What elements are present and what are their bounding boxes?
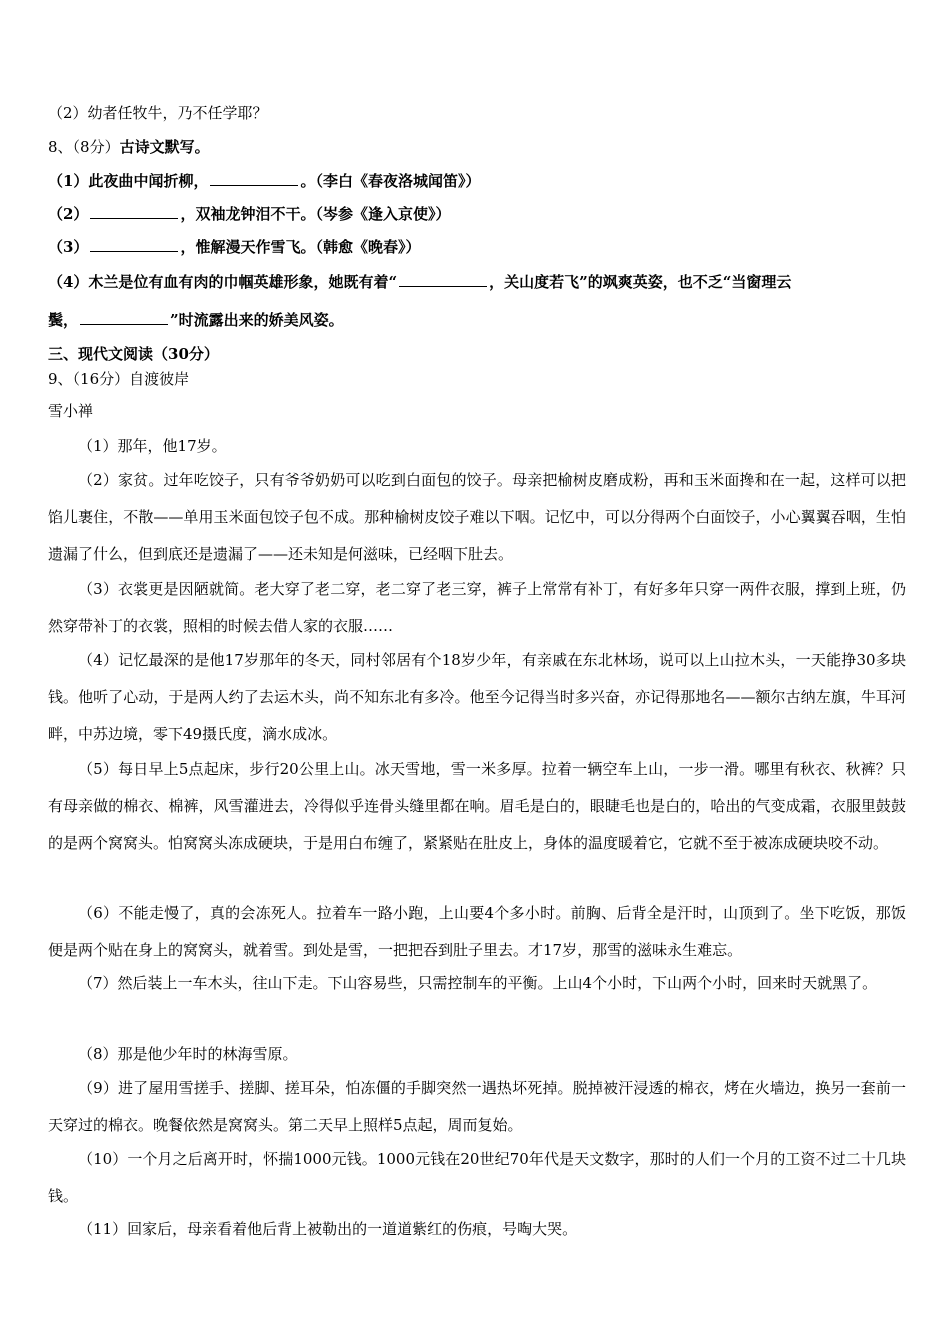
q8-item-1-post: 。（李白《春夜洛城闻笛》） (300, 172, 481, 190)
q8-item-3-pre: （3） (48, 238, 89, 256)
q8-item-1-pre: （1）此夜曲中闻折柳， (48, 172, 209, 190)
article-author: 雪小禅 (48, 402, 94, 420)
q8-title: 古诗文默写。 (119, 138, 210, 156)
q8-heading (48, 137, 210, 157)
q8-item-4-b: ，关山度若飞”的飒爽英姿，也不乏“当窗理云 (489, 273, 792, 291)
paragraph-8: （8）那是他少年时的林海雪原。 (78, 1045, 298, 1063)
q9-heading: 9、（16分）自渡彼岸 (48, 370, 190, 388)
q8-item-2-post: ，双袖龙钟泪不干。（岑参《逢入京使》） (180, 205, 451, 223)
q8-item-4-line-1 (48, 272, 791, 292)
q8-number: 8、（8分） (48, 138, 120, 156)
answer-blank[interactable] (210, 171, 298, 186)
paragraph-1: （1）那年，他17岁。 (78, 437, 227, 455)
answer-blank[interactable] (80, 310, 168, 325)
q8-item-4-c: 鬓， (48, 311, 79, 329)
paragraph-6: （6）不能走慢了，真的会冻死人。拉着车一路小跑，上山要4个多小时。前胸、后背全是汗时，山顶到了。坐下吃饭，那饭便是两个贴在身上的窝窝头，就着雪。到处是雪，一把把吞到肚子里去。才17岁，那雪的滋味永生难忘。 (48, 904, 906, 959)
section-3-heading: 三、现代文阅读（30分） (48, 345, 219, 363)
paragraph-5: （5）每日早上5点起床，步行20公里上山。冰天雪地，雪一米多厚。拉着一辆空车上山，一步一滑。哪里有秋衣、秋裤？只有母亲做的棉衣、棉裤，风雪灌进去，冷得似乎连骨头缝里都在响。眉毛是白的，眼睫毛也是白的，哈出的气变成霜，衣服里鼓鼓的是两个窝窝头。怕窝窝头冻成硬块，于是用白布缠了，紧紧贴在肚皮上，身体的温度暖着它，它就不至于被冻成硬块咬不动。 (48, 760, 906, 852)
q8-item-4-d: ”时流露出来的娇美风姿。 (170, 311, 344, 329)
paragraph-3: （3）衣裳更是因陋就简。老大穿了老二穿，老二穿了老三穿，裤子上常常有补丁，有好多年只穿一两件衣服，撑到上班，仍然穿带补丁的衣裳，照相的时候去借人家的衣服…… (48, 580, 906, 635)
answer-blank[interactable] (90, 237, 178, 252)
paragraph-4: （4）记忆最深的是他17岁那年的冬天，同村邻居有个18岁少年，有亲戚在东北林场，说可以上山拉木头，一天能挣30多块钱。他听了心动，于是两人约了去运木头，尚不知东北有多冷。他至今记得当时多兴奋，亦记得那地名——额尔古纳左旗，牛耳河畔，中苏边境，零下49摄氏度，滴水成冰。 (48, 651, 906, 743)
q8-item-3 (48, 237, 420, 257)
answer-blank[interactable] (399, 272, 487, 287)
q8-item-4-a: （4）木兰是位有血有肉的巾帼英雄形象，她既有着“ (48, 273, 398, 291)
q8-item-4-line-2 (48, 310, 344, 330)
paragraph-10: （10）一个月之后离开时，怀揣1000元钱。1000元钱在20世纪70年代是天文数字，那时的人们一个月的工资不过二十几块钱。 (48, 1150, 906, 1205)
paragraph-2: （2）家贫。过年吃饺子，只有爷爷奶奶可以吃到白面包的饺子。母亲把榆树皮磨成粉，再和玉米面搀和在一起，这样可以把馅儿裹住，不散——单用玉米面包饺子包不成。那种榆树皮饺子难以下咽。记忆中，可以分得两个白面饺子，小心翼翼吞咽，生怕遗漏了什么，但到底还是遗漏了——还未知是何滋味，已经咽下肚去。 (48, 471, 906, 563)
paragraph-9: （9）进了屋用雪搓手、搓脚、搓耳朵，怕冻僵的手脚突然一遇热坏死掉。脱掉被汗浸透的棉衣，烤在火墙边，换另一套前一天穿过的棉衣。晚餐依然是窝窝头。第二天早上照样5点起，周而复始。 (48, 1079, 906, 1134)
paragraph-11: （11）回家后，母亲看着他后背上被勒出的一道道紫红的伤痕，号啕大哭。 (78, 1220, 578, 1238)
answer-blank[interactable] (90, 204, 178, 219)
q8-item-2-pre: （2） (48, 205, 89, 223)
paragraph-7: （7）然后装上一车木头，往山下走。下山容易些，只需控制车的平衡。上山4个小时，下山两个小时，回来时天就黑了。 (78, 974, 878, 992)
q7-item-2: （2）幼者任牧牛，乃不任学耶？ (48, 104, 268, 122)
q8-item-3-post: ，惟解漫天作雪飞。（韩愈《晚春》） (180, 238, 421, 256)
q8-item-2 (48, 204, 450, 224)
q8-item-1 (48, 171, 480, 191)
